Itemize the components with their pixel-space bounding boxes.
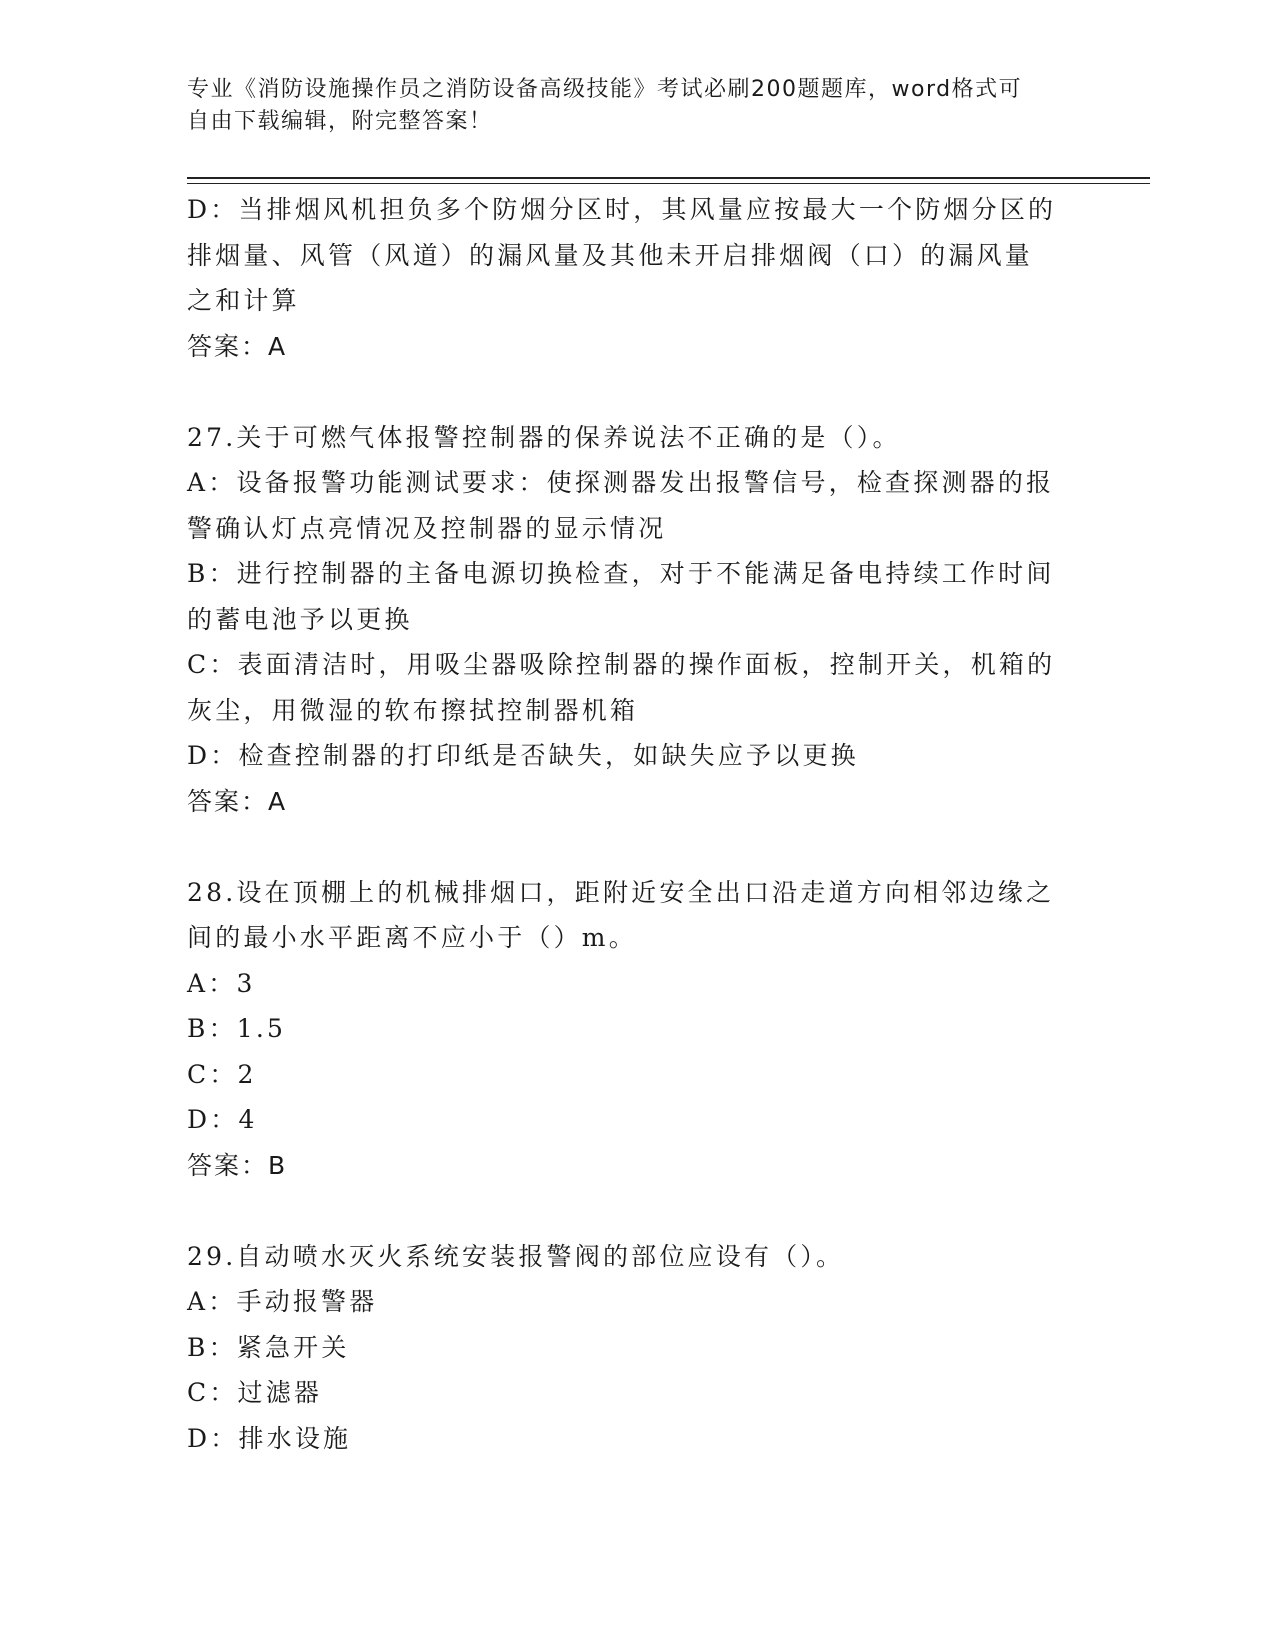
header-rule-thin: [187, 183, 1150, 184]
question-29: [187, 1234, 1087, 1462]
header-title-line-1: 专业《消防设施操作员之消防设备高级技能》考试必刷200题题库，word格式可: [187, 77, 1023, 102]
spacer: [187, 1188, 1087, 1234]
option-a: A：手动报警器: [187, 1287, 378, 1316]
question-content: [187, 187, 1087, 1461]
option-d: D：检查控制器的打印纸是否缺失，如缺失应予以更换: [187, 741, 859, 770]
question-28: [187, 870, 1087, 1189]
option-d-line-3: 之和计算: [187, 286, 300, 315]
header-title-line-2: 自由下载编辑，附完整答案！: [187, 109, 493, 134]
option-d: D：排水设施: [187, 1423, 352, 1453]
option-b-line-1: B：进行控制器的主备电源切换检查，对于不能满足备电持续工作时间: [187, 559, 1055, 588]
answer-line: 答案：A: [187, 786, 288, 816]
answer-line: 答案：A: [187, 331, 288, 361]
option-c: C：过滤器: [187, 1378, 323, 1407]
spacer: [187, 824, 1087, 870]
option-d-line-1: D：当排烟风机担负多个防烟分区时，其风量应按最大一个防烟分区的: [187, 195, 1057, 224]
option-b: B：1.5: [187, 1014, 287, 1043]
question-text: 27.关于可燃气体报警控制器的保养说法不正确的是（）。: [187, 422, 901, 452]
option-a-line-1: A：设备报警功能测试要求：使探测器发出报警信号，检查探测器的报: [187, 468, 1055, 497]
question-text: 29.自动喷水灭火系统安装报警阀的部位应设有（）。: [187, 1241, 845, 1271]
question-text-line-2: 间的最小水平距离不应小于（）m。: [187, 923, 637, 952]
header-rule-thick: [187, 177, 1150, 179]
option-c: C：2: [187, 1059, 257, 1089]
option-d: D：4: [187, 1105, 258, 1134]
prev-question-block: [187, 187, 1087, 369]
option-a: A：3: [187, 968, 256, 998]
option-a-line-2: 警确认灯点亮情况及控制器的显示情况: [187, 513, 667, 543]
option-c-line-1: C：表面清洁时，用吸尘器吸除控制器的操作面板，控制开关，机箱的: [187, 650, 1056, 679]
spacer: [187, 369, 1087, 415]
page-header: [187, 74, 1067, 138]
question-27: [187, 415, 1087, 825]
question-text-line-1: 28.设在顶棚上的机械排烟口，距附近安全出口沿走道方向相邻边缘之: [187, 877, 1055, 907]
option-b: B：紧急开关: [187, 1332, 350, 1362]
option-b-line-2: 的蓄电池予以更换: [187, 604, 413, 634]
option-d-line-2: 排烟量、风管（风道）的漏风量及其他未开启排烟阀（口）的漏风量: [187, 240, 1034, 270]
answer-line: 答案：B: [187, 1150, 288, 1180]
option-c-line-2: 灰尘，用微湿的软布擦拭控制器机箱: [187, 695, 639, 725]
